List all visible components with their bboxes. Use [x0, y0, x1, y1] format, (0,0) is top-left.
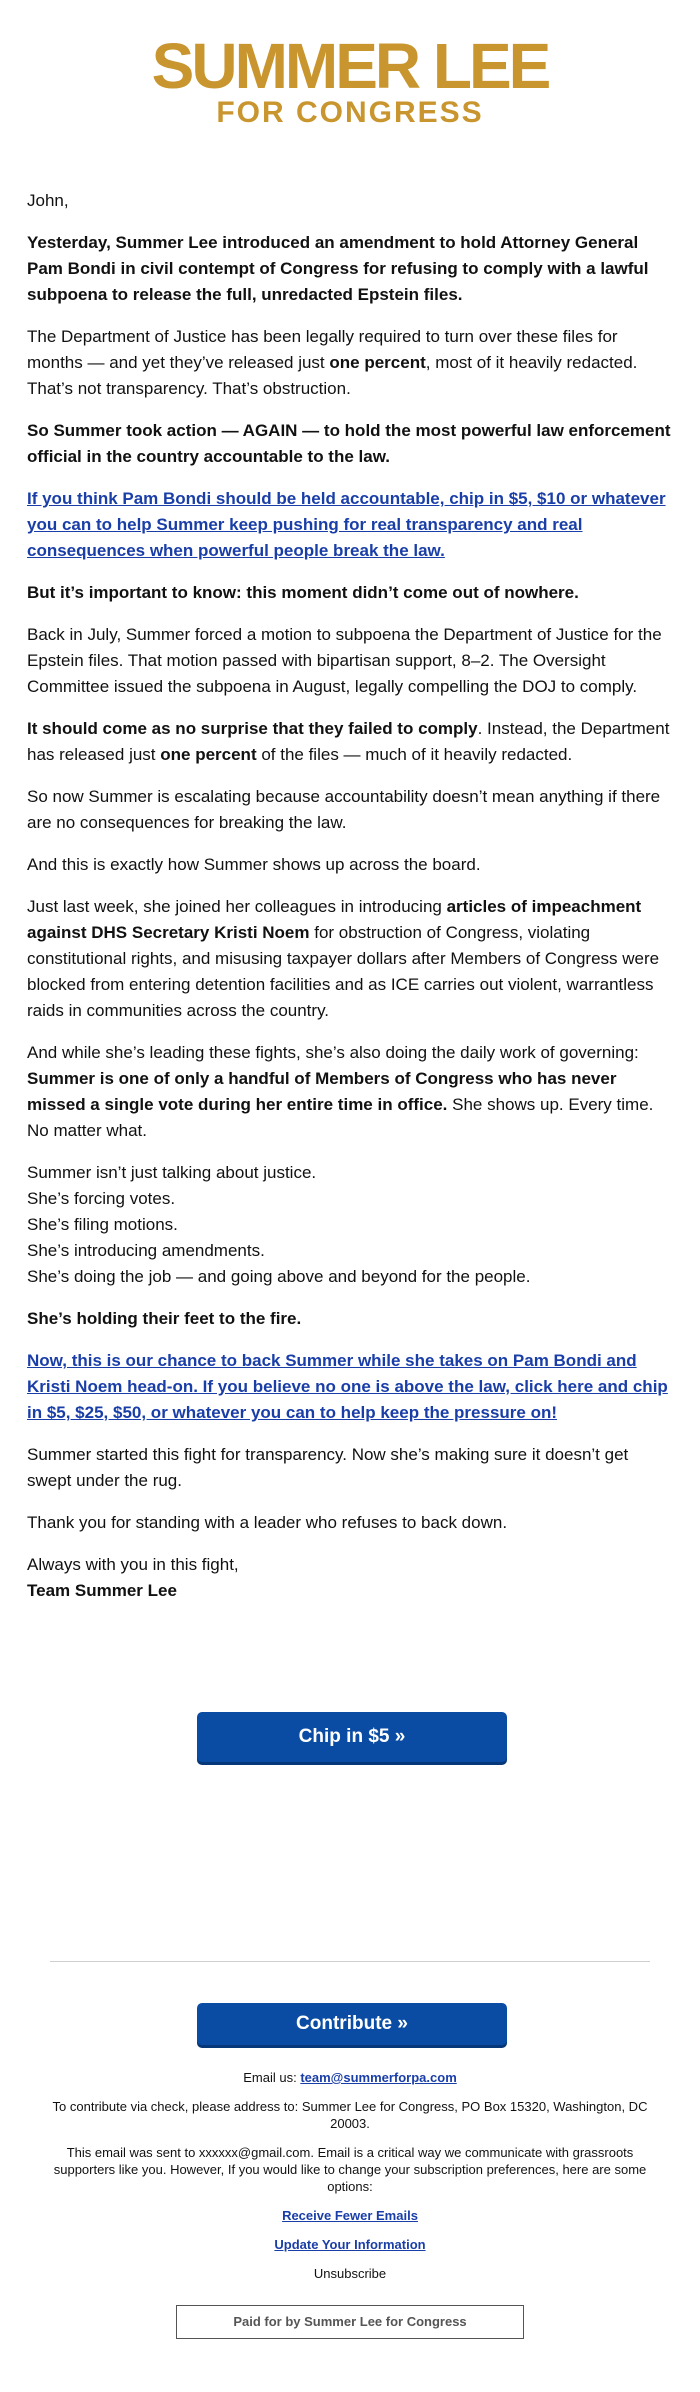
donate-link-accountability[interactable]: If you think Pam Bondi should be held accountable, chip in $5, $10 or whatever you can to help Summer keep pushing for real transparency and real consequences when powerful people break the law.	[27, 489, 666, 560]
context-heading: But it’s important to know: this moment didn’t come out of nowhere.	[27, 583, 579, 602]
across-board-paragraph: And this is exactly how Summer shows up across the board.	[27, 855, 481, 874]
email-us-label: Email us:	[243, 2070, 301, 2085]
intro-paragraph: Yesterday, Summer Lee introduced an amendment to hold Attorney General Pam Bondi in civil contempt of Congress for refusing to comply with a lawful subpoena to release the full, unredacted Epstein files.	[27, 233, 649, 304]
failed-comply-text-end: of the files — much of it heavily redacted.	[256, 745, 573, 764]
doj-text-end: , most of it heavily redacted. That’s not transparency. That’s obstruction.	[27, 353, 638, 398]
list-item: She’s forcing votes.	[27, 1189, 176, 1208]
thanks-paragraph: Thank you for standing with a leader who refuses to back down.	[27, 1513, 508, 1532]
action-list	[27, 1160, 673, 1290]
votes-emphasis: Summer is one of only a handful of Members of Congress who has never missed a single vote during her entire time in office.	[27, 1069, 617, 1114]
action-paragraph: So Summer took action — AGAIN — to hold the most powerful law enforcement official in the country accountable to the law.	[27, 421, 671, 466]
paid-for-disclaimer: Paid for by Summer Lee for Congress	[176, 2305, 524, 2339]
doj-text: The Department of Justice has been legally required to turn over these files for months — and yet they’ve released just	[27, 327, 618, 372]
one-percent-emphasis: one percent	[329, 353, 426, 372]
failed-comply-text: . Instead, the Department has released just	[27, 719, 670, 764]
donate-link-paragraph-2	[27, 1348, 673, 1426]
fewer-emails-line	[50, 2207, 650, 2224]
email-body	[27, 188, 673, 1620]
email-us-line	[50, 2069, 650, 2086]
check-address: To contribute via check, please address to: Summer Lee for Congress, PO Box 15320, Washington, DC 20003.	[52, 2099, 648, 2131]
list-item: She’s doing the job — and going above and beyond for the people.	[27, 1267, 531, 1286]
subscription-notice: This email was sent to xxxxxx@gmail.com. Email is a critical way we communicate with grassroots supporters like you. However, If you would like to change your subscription preferences, here are some options:	[53, 2145, 647, 2194]
failed-comply-emphasis: It should come as no surprise that they failed to comply	[27, 719, 478, 738]
chip-in-button[interactable]: Chip in $5 »	[197, 1712, 507, 1762]
contribute-button[interactable]: Contribute »	[197, 2003, 507, 2045]
unsubscribe-link[interactable]: Unsubscribe	[313, 2266, 387, 2281]
doj-paragraph	[27, 324, 673, 402]
signature: Team Summer Lee	[27, 1581, 177, 1600]
update-info-line	[50, 2236, 650, 2253]
email-us-link[interactable]: team@summerforpa.com	[300, 2070, 457, 2085]
governing-text-end: She shows up. Every time. No matter what.	[27, 1095, 654, 1140]
signoff-block	[27, 1552, 673, 1604]
footer-divider	[50, 1961, 650, 1962]
impeachment-paragraph	[27, 894, 673, 1024]
list-item: She’s filing motions.	[27, 1215, 178, 1234]
logo-name: SUMMER LEE	[151, 30, 549, 102]
donate-link-paragraph	[27, 486, 673, 564]
impeachment-emphasis: articles of impeachment against DHS Secretary Kristi Noem	[27, 897, 642, 942]
list-item: Summer isn’t just talking about justice.	[27, 1163, 317, 1182]
update-information-link[interactable]: Update Your Information	[274, 2237, 426, 2252]
transparency-paragraph: Summer started this fight for transparency. Now she’s making sure it doesn’t get swept under the rug.	[27, 1445, 629, 1490]
footer	[50, 2069, 650, 2294]
one-percent-emphasis-2: one percent	[160, 745, 257, 764]
governing-text: And while she’s leading these fights, she’s also doing the daily work of governing:	[27, 1043, 639, 1062]
signoff: Always with you in this fight,	[27, 1555, 239, 1574]
feet-to-fire: She’s holding their feet to the fire.	[27, 1309, 302, 1328]
impeachment-text: Just last week, she joined her colleagues in introducing	[27, 897, 447, 916]
governing-paragraph	[27, 1040, 673, 1144]
july-paragraph: Back in July, Summer forced a motion to subpoena the Department of Justice for the Epstein files. That motion passed with bipartisan support, 8–2. The Oversight Committee issued the subpoena in August, legally compelling the DOJ to comply.	[27, 625, 662, 696]
escalating-paragraph: So now Summer is escalating because accountability doesn’t mean anything if there are no consequences for breaking the law.	[27, 787, 661, 832]
failed-comply-paragraph	[27, 716, 673, 768]
unsubscribe-line	[50, 2265, 650, 2282]
campaign-logo	[0, 30, 700, 130]
impeachment-text-end: for obstruction of Congress, violating constitutional rights, and misusing taxpayer dollars after Members of Congress were blocked from entering detention facilities and as ICE carries out violent, warrantless raids in communities across the country.	[27, 923, 660, 1020]
donate-link-pressure[interactable]: Now, this is our chance to back Summer while she takes on Pam Bondi and Kristi Noem head-on. If you believe no one is above the law, click here and chip in $5, $25, $50, or whatever you can to help keep the pressure on!	[27, 1351, 668, 1422]
list-item: She’s introducing amendments.	[27, 1241, 265, 1260]
receive-fewer-emails-link[interactable]: Receive Fewer Emails	[282, 2208, 418, 2223]
greeting: John,	[27, 191, 69, 210]
logo-tagline: FOR CONGRESS	[216, 96, 484, 129]
